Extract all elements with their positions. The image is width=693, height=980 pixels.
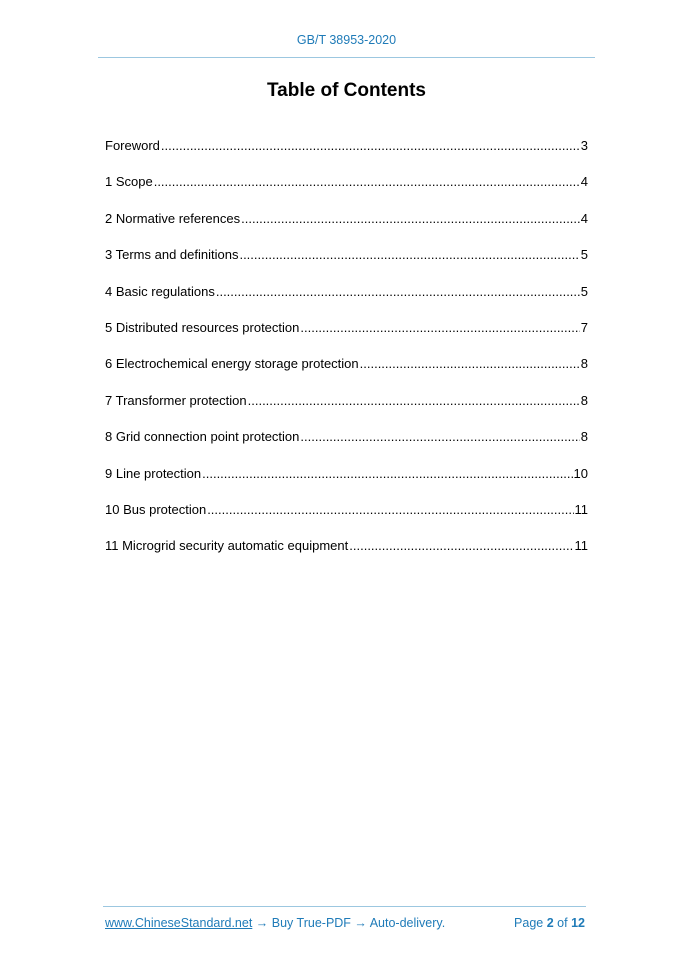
of-word: of bbox=[557, 916, 568, 930]
toc-entry-label: 10 Bus protection bbox=[105, 501, 207, 517]
toc-dot-leader bbox=[360, 356, 580, 371]
toc-entry-transformer[interactable] bbox=[105, 393, 588, 429]
document-code-header: GB/T 38953-2020 bbox=[296, 33, 397, 47]
toc-entry-page: 11 bbox=[574, 501, 588, 517]
toc-dot-leader bbox=[300, 429, 579, 444]
toc-entry-basic-regulations[interactable] bbox=[105, 284, 588, 320]
toc-entry-label: 3 Terms and definitions bbox=[105, 247, 239, 263]
toc-entry-foreword[interactable] bbox=[105, 138, 588, 174]
page-title: Table of Contents bbox=[266, 80, 427, 101]
toc-dot-leader bbox=[202, 466, 572, 481]
toc-entry-page: 5 bbox=[580, 283, 588, 299]
toc-entry-grid-connection[interactable] bbox=[105, 429, 588, 465]
toc-entry-page: 7 bbox=[580, 319, 588, 335]
toc-entry-label: 6 Electrochemical energy storage protection bbox=[105, 356, 359, 372]
toc-entry-page: 4 bbox=[580, 174, 588, 190]
toc-entry-bus-protection[interactable] bbox=[105, 502, 588, 538]
toc-entry-page: 11 bbox=[574, 538, 588, 554]
toc-entry-page: 8 bbox=[580, 429, 588, 445]
page-indicator bbox=[514, 916, 585, 930]
toc-dot-leader bbox=[349, 538, 573, 553]
current-page-number: 2 bbox=[546, 916, 554, 930]
toc-dot-leader bbox=[216, 284, 580, 299]
toc-entry-page: 10 bbox=[573, 465, 588, 481]
toc-entry-label: 5 Distributed resources protection bbox=[105, 319, 300, 335]
toc-entry-label: 2 Normative references bbox=[105, 210, 241, 226]
toc-entry-distributed-resources[interactable] bbox=[105, 320, 588, 356]
toc-entry-line-protection[interactable] bbox=[105, 466, 588, 502]
toc-entry-terms-definitions[interactable] bbox=[105, 247, 588, 283]
toc-dot-leader bbox=[300, 320, 579, 335]
toc-entry-page: 4 bbox=[580, 210, 588, 226]
toc-entry-microgrid[interactable] bbox=[105, 538, 588, 574]
toc-dot-leader bbox=[207, 502, 573, 517]
page-footer bbox=[105, 916, 585, 930]
toc-dot-leader bbox=[154, 174, 580, 189]
toc-entry-page: 5 bbox=[580, 247, 588, 263]
toc-entry-scope[interactable] bbox=[105, 174, 588, 210]
toc-entry-page: 8 bbox=[580, 356, 588, 372]
footer-promo bbox=[105, 916, 445, 930]
toc-dot-leader bbox=[161, 138, 580, 153]
footer-tagline: → Buy True-PDF → Auto-delivery. bbox=[252, 916, 446, 930]
page-word: Page bbox=[514, 916, 544, 930]
toc-entry-label: 4 Basic regulations bbox=[105, 283, 215, 299]
header-divider bbox=[98, 57, 595, 58]
total-pages-number: 12 bbox=[571, 916, 585, 930]
toc-dot-leader bbox=[248, 393, 580, 408]
toc-dot-leader bbox=[241, 211, 580, 226]
toc-entry-label: 11 Microgrid security automatic equipment bbox=[105, 538, 349, 554]
toc-dot-leader bbox=[239, 247, 579, 262]
toc-entry-page: 3 bbox=[580, 138, 588, 153]
toc-entry-label: 8 Grid connection point protection bbox=[105, 429, 300, 445]
toc-entry-label: 9 Line protection bbox=[105, 465, 202, 481]
toc-entry-label: 1 Scope bbox=[105, 174, 153, 190]
toc-entry-normative-references[interactable] bbox=[105, 211, 588, 247]
toc-entry-energy-storage[interactable] bbox=[105, 356, 588, 392]
toc-entry-page: 8 bbox=[580, 392, 588, 408]
website-link[interactable]: www.ChineseStandard.net bbox=[105, 916, 253, 930]
toc-entry-label: Foreword bbox=[105, 138, 160, 153]
footer-divider bbox=[103, 906, 586, 907]
table-of-contents bbox=[105, 138, 588, 575]
toc-entry-label: 7 Transformer protection bbox=[105, 392, 247, 408]
